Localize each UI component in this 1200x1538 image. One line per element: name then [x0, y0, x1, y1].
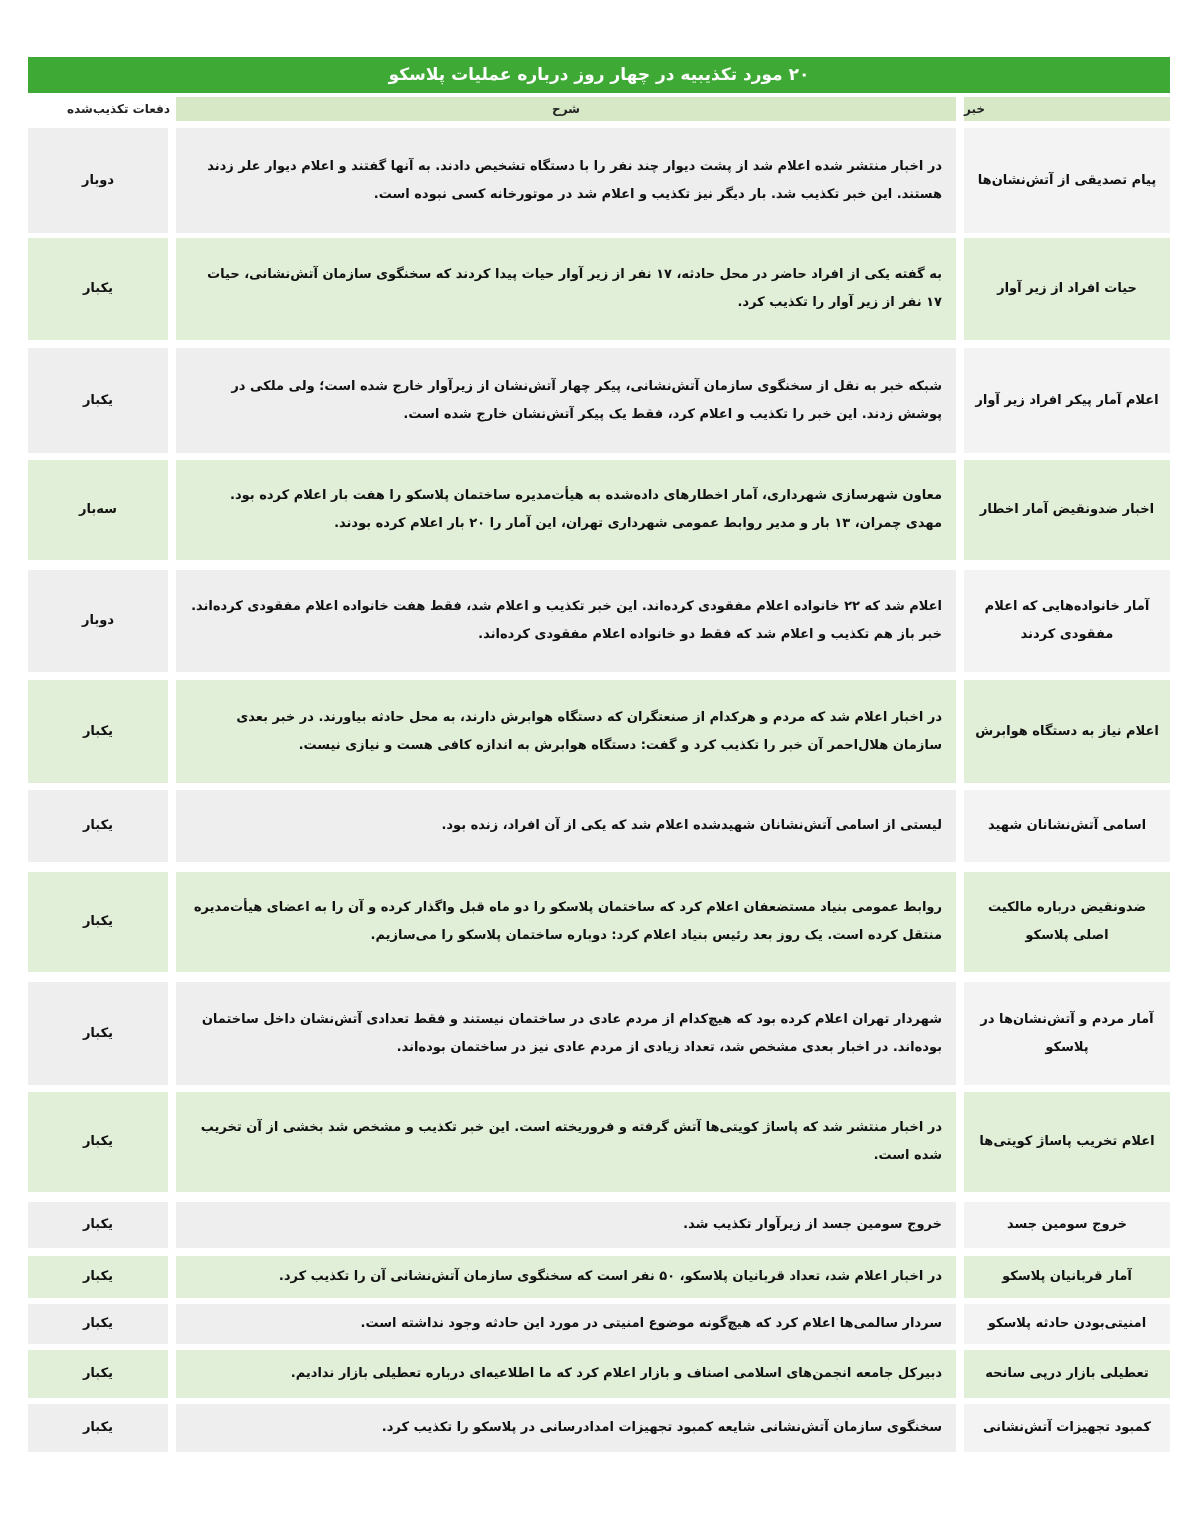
row-description: لیستی از اسامی آتش‌نشانان شهیدشده اعلام شد که یکی از آن افراد، زنده بود. — [176, 790, 956, 862]
row-news: کمبود تجهیزات آتش‌نشانی — [964, 1404, 1170, 1452]
row-description: به گفته یکی از افراد حاضر در محل حادثه، ۱۷ نفر از زیر آوار حیات پیدا کردند که سخنگوی سازمان آتش‌نشانی، حیات ۱۷ نفر از زیر آوار را تکذیب کرد. — [176, 238, 956, 340]
row-description: در اخبار منتشر شده اعلام شد از پشت دیوار چند نفر را با دستگاه تشخیص دادند. به آنها گفتند و اعلام دیوار علر زدند هستند. این خبر تکذیب شد. بار دیگر نیز تکذیب و اعلام شد در موتورخانه کسی نبوده است. — [176, 128, 956, 233]
header-description: شرح — [176, 97, 956, 121]
row-description: شبکه خبر به نقل از سخنگوی سازمان آتش‌نشانی، پیکر چهار آتش‌نشان از زیرآوار خارج شده است؛ ولی ملکی در پوشش زدند. این خبر را تکذیب و اعلام کرد، فقط یک پیکر آتش‌نشان خارج شده است. — [176, 348, 956, 453]
row-count: یکبار — [28, 348, 168, 453]
row-news: تعطیلی بازار درپی سانحه — [964, 1350, 1170, 1398]
row-count: یکبار — [28, 1404, 168, 1452]
row-count: یکبار — [28, 872, 168, 972]
row-count: سه‌بار — [28, 460, 168, 560]
row-news: آمار قربانیان پلاسکو — [964, 1256, 1170, 1298]
header-news: خبر — [964, 97, 1170, 121]
row-description: سخنگوی سازمان آتش‌نشانی شایعه کمبود تجهیزات امدادرسانی در پلاسکو را تکذیب کرد. — [176, 1404, 956, 1452]
row-news: اسامی آتش‌نشانان شهید — [964, 790, 1170, 862]
row-news: اعلام آمار پیکر افراد زیر آوار — [964, 348, 1170, 453]
row-description: سردار سالمی‌ها اعلام کرد که هیچ‌گونه موضوع امنیتی در مورد این حادثه وجود نداشته است. — [176, 1304, 956, 1344]
row-count: یکبار — [28, 982, 168, 1085]
row-news: ضدونقیض درباره مالکیت اصلی پلاسکو — [964, 872, 1170, 972]
row-description: در اخبار اعلام شد که مردم و هرکدام از صنعتگران که دستگاه هوابرش دارند، به محل حادثه بیاورند. در خبر بعدی سازمان هلال‌احمر آن خبر را تکذیب کرد و گفت: دستگاه هوابرش به اندازه کافی هست و نیازی نیست. — [176, 680, 956, 783]
table-title: ۲۰ مورد تکذیبیه در چهار روز درباره عملیات پلاسکو — [28, 57, 1170, 93]
row-description: خروج سومین جسد از زیرآوار تکذیب شد. — [176, 1202, 956, 1248]
header-count: دفعات تکذیب‌شده — [28, 97, 170, 121]
row-count: یکبار — [28, 1256, 168, 1298]
row-description: معاون شهرسازی شهرداری، آمار اخطارهای داده‌شده به هیأت‌مدیره ساختمان پلاسکو را هفت بار اعلام کرده بود. مهدی چمران، ۱۳ بار و مدیر روابط عمومی شهرداری تهران، این آمار را ۲۰ بار اعلام کرده بودند. — [176, 460, 956, 560]
row-count: دوبار — [28, 570, 168, 672]
row-news: پیام تصدیقی از آتش‌نشان‌ها — [964, 128, 1170, 233]
row-news: اخبار ضدونقیض آمار اخطار — [964, 460, 1170, 560]
row-description: در اخبار منتشر شد که پاساژ کویتی‌ها آتش گرفته و فروریخته است. این خبر تکذیب و مشخص شد بخشی از آن تخریب شده است. — [176, 1092, 956, 1192]
row-count: یکبار — [28, 238, 168, 340]
row-news: اعلام نیاز به دستگاه هوابرش — [964, 680, 1170, 783]
row-count: یکبار — [28, 680, 168, 783]
row-count: یکبار — [28, 1350, 168, 1398]
row-count: یکبار — [28, 790, 168, 862]
row-description: شهردار تهران اعلام کرده بود که هیچ‌کدام از مردم عادی در ساختمان نیستند و فقط تعدادی آتش‌نشان داخل ساختمان بوده‌اند. در اخبار بعدی مشخص شد، تعداد زیادی از مردم عادی نیز در ساختمان بوده‌اند. — [176, 982, 956, 1085]
row-news: حیات افراد از زیر آوار — [964, 238, 1170, 340]
row-news: آمار خانواده‌هایی که اعلام مفقودی کردند — [964, 570, 1170, 672]
row-description: اعلام شد که ۲۲ خانواده اعلام مفقودی کرده‌اند. این خبر تکذیب و اعلام شد، فقط هفت خانواده اعلام مفقودی کرده‌اند. خبر باز هم تکذیب و اعلام شد که فقط دو خانواده اعلام مفقودی کرده‌اند. — [176, 570, 956, 672]
row-count: یکبار — [28, 1202, 168, 1248]
row-count: یکبار — [28, 1092, 168, 1192]
row-news: اعلام تخریب پاساژ کویتی‌ها — [964, 1092, 1170, 1192]
row-description: دبیرکل جامعه انجمن‌های اسلامی اصناف و بازار اعلام کرد که ما اطلاعیه‌ای درباره تعطیلی بازار ندادیم. — [176, 1350, 956, 1398]
row-news: خروج سومین جسد — [964, 1202, 1170, 1248]
row-news: امنیتی‌بودن حادثه پلاسکو — [964, 1304, 1170, 1344]
row-description: روابط عمومی بنیاد مستضعفان اعلام کرد که ساختمان پلاسکو را دو ماه قبل واگذار کرده و آن را به اعضای هیأت‌مدیره منتقل کرده است. یک روز بعد رئیس بنیاد اعلام کرد: دوباره ساختمان پلاسکو را می‌سازیم. — [176, 872, 956, 972]
row-description: در اخبار اعلام شد، تعداد قربانیان پلاسکو، ۵۰ نفر است که سخنگوی سازمان آتش‌نشانی آن را تکذیب کرد. — [176, 1256, 956, 1298]
row-news: آمار مردم و آتش‌نشان‌ها در پلاسکو — [964, 982, 1170, 1085]
row-count: یکبار — [28, 1304, 168, 1344]
row-count: دوبار — [28, 128, 168, 233]
